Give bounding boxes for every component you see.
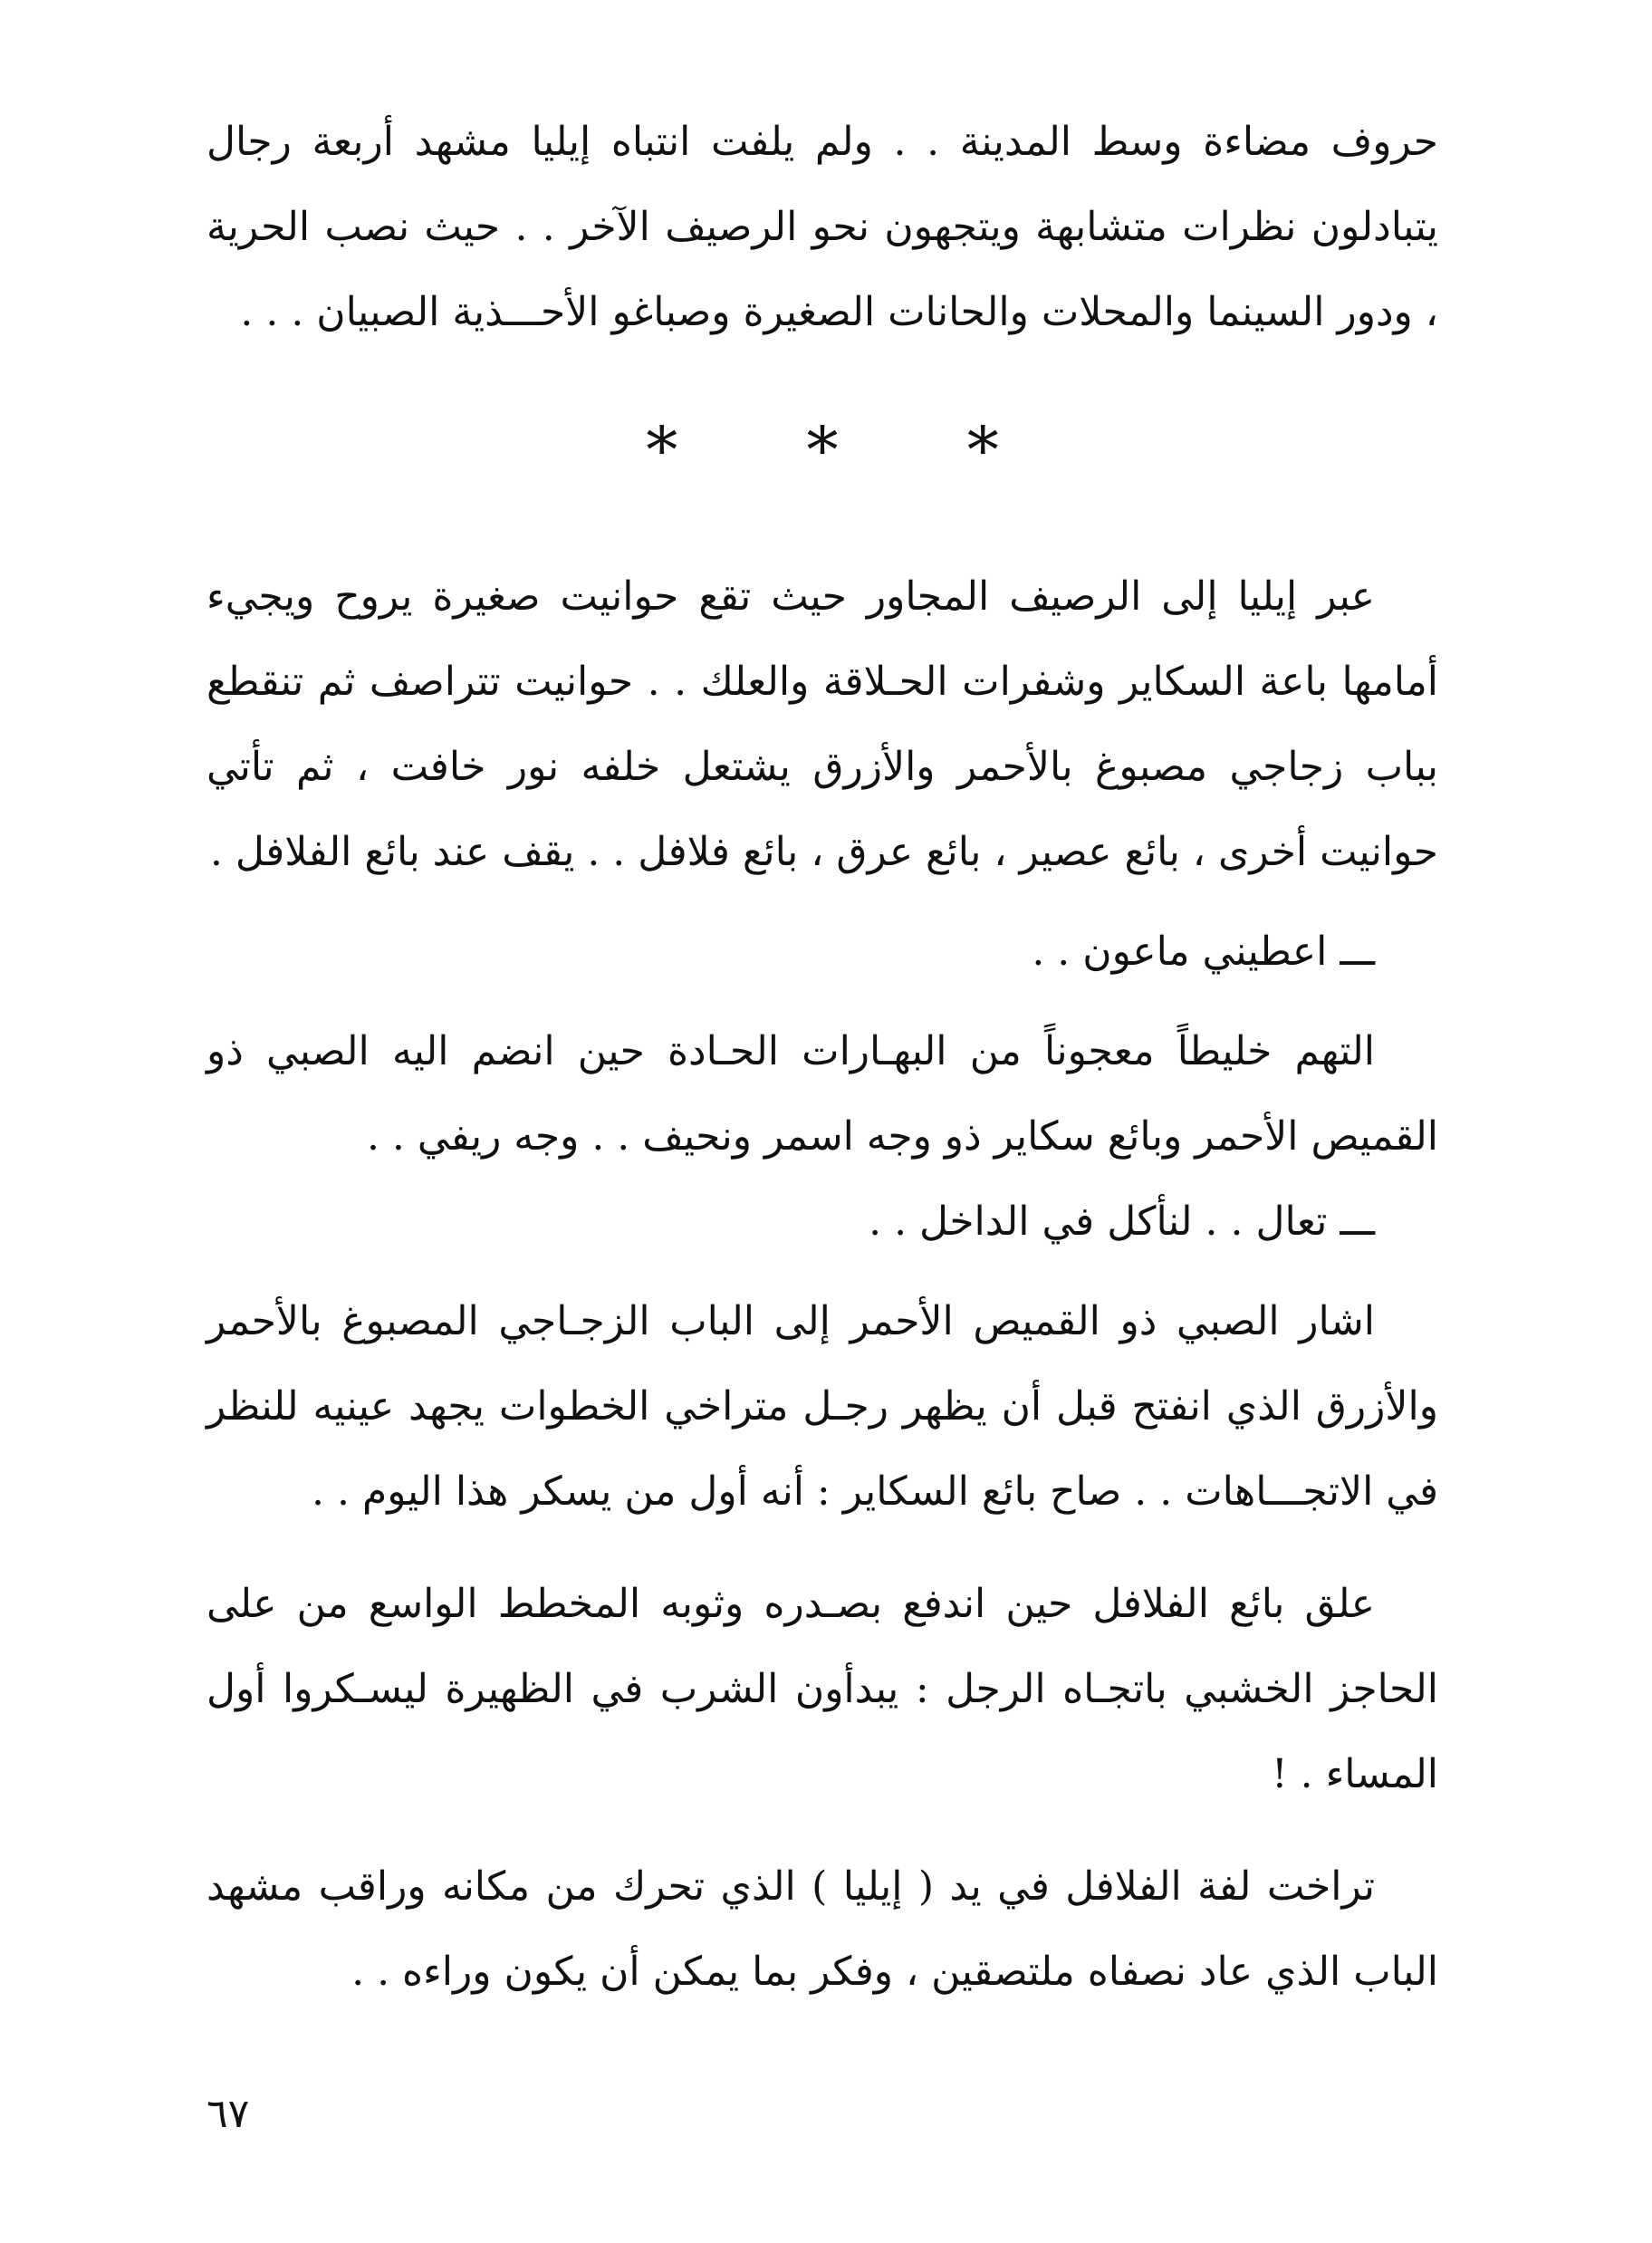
paragraph: اشار الصبي ذو القميص الأحمر إلى الباب الزجـاجي المصبوغ بالأحمر والأزرق الذي انفتح قبل أن يظهر رجـل متراخي الخطوات يجهد عينيه للنظر في الاتجـــاهات . . صاح بائع السكاير : أنه أول من يسكر هذا اليوم . . [206,1298,1438,1515]
page-number: ٦٧ [206,2091,250,2137]
section-separator: * * * [646,413,1053,487]
paragraph: التهم خليطاً معجوناً من البهـارات الحـادة حين انضم اليه الصبي ذو القميص الأحمر وبائع سكاير ذو وجه اسمر ونحيف . . وجه ريفي . . [206,1028,1438,1160]
spacer [206,895,1438,910]
book-page [206,100,1438,2138]
spacer [206,1535,1438,1562]
paragraph: عبر إيليا إلى الرصيف المجاور حيث تقع حوانيت صغيرة يروح ويجيء أمامها باعة السكاير وشفرات الحـلاقة والعلك . . حوانيت تتراصف ثم تنقطع بباب زجاجي مصبوغ بالأحمر والأزرق يشتعل خلفه نور خافت ، ثم تأتي حوانيت أخرى ، بائع عصير ، بائع عرق ، بائع فلافل . . يقف عند بائع الفلافل . [206,573,1438,875]
paragraph: تراخت لفة الفلافل في يد ( إيليا ) الذي تحرك من مكانه وراقب مشهد الباب الذي عاد نصفاه ملتصقين ، وفكر بما يمكن أن يكون وراءه . . [206,1863,1438,1995]
paragraph-continuation: حروف مضاءة وسط المدينة . . ولم يلفت انتباه إيليا مشهد أربعة رجال يتبادلون نظرات متشابهة ويتجهون نحو الرصيف الآخر . . حيث نصب الحرية ، ودور السينما والمحلات والحانات الصغيرة وصباغو الأحـــذية الصبيان . . . [206,119,1438,335]
spacer [206,1265,1438,1279]
dialogue-line: ـــ اعطيني ماعون . . [1032,929,1375,975]
spacer [206,1817,1438,1844]
spacer [206,995,1438,1009]
dialogue-line: ـــ تعال . . لنأكل في الداخل . . [869,1199,1375,1245]
paragraph: علق بائع الفلافل حين اندفع بصـدره وثوبه المخطط الواسع من على الحاجز الخشبي باتجـاه الرجل : يبدأون الشرب في الظهيرة ليسـكروا أول المساء . ! [206,1581,1438,1797]
